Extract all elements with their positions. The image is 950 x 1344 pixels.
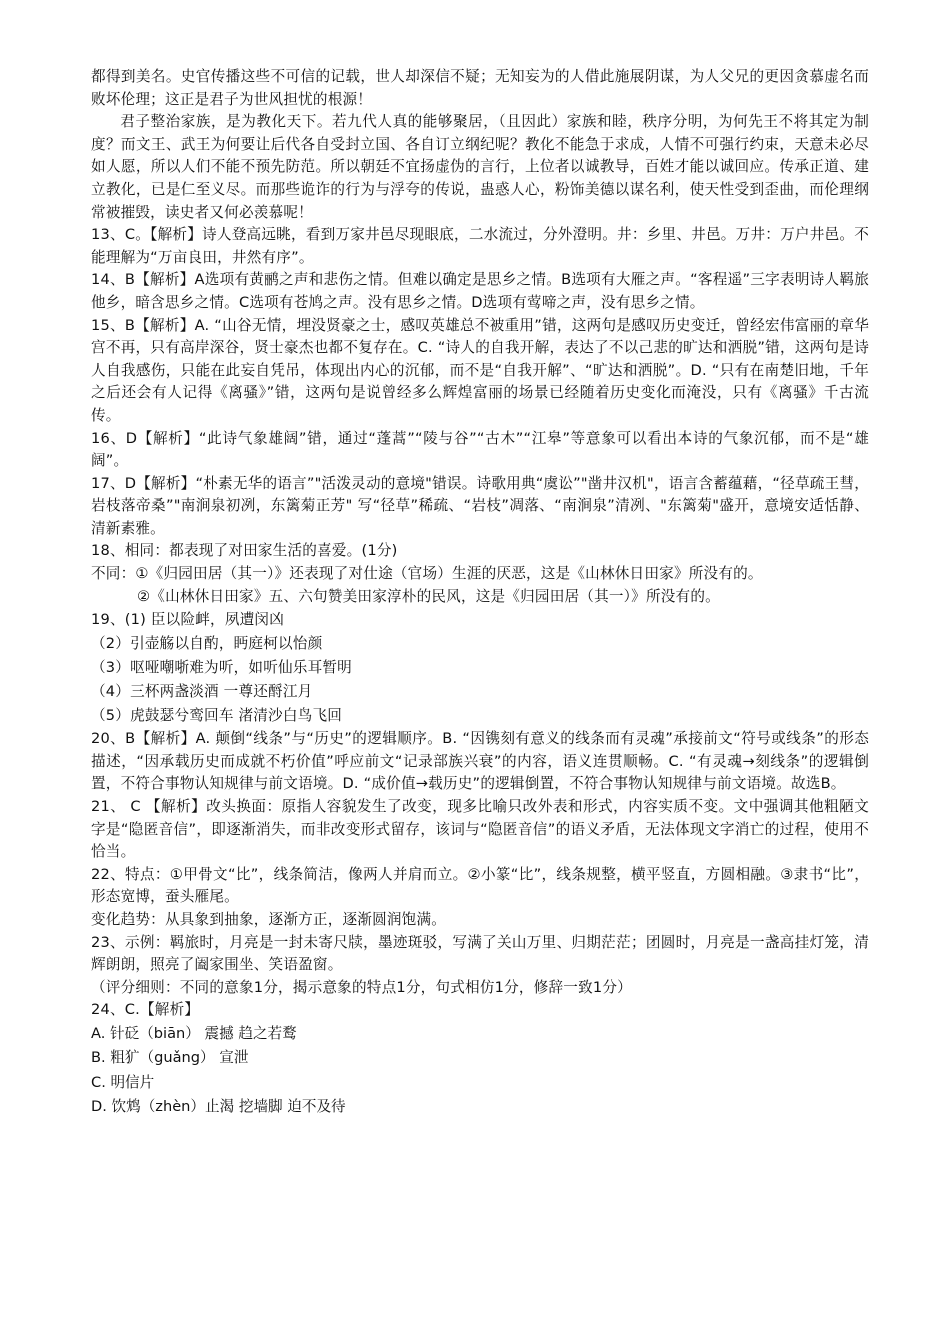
answer-24-option-d: D. 饮鸩（zhèn）止渴 挖墙脚 迫不及待 (91, 1098, 346, 1116)
answer-17: 17、D【解析】“朴素无华的语言”"活泼灵动的意境"错误。诗歌用典“虞讼”"凿井汉机"，语言含蓄蕴藉，“径草疏王彗，岩枝落帝桑”"南涧泉初冽，东篱菊正芳" 写“径草”稀疏、“岩枝”凋落、“南涧泉”清冽、"东篱菊"盛开，意境安适恬静、清新素雅。 (91, 474, 869, 537)
paragraph-1: 都得到美名。史官传播这些不可信的记载，世人却深信不疑；无知妄为的人借此施展阴谋，为人父兄的更因贪慕虚名而败坏伦理；这正是君子为世风担忧的根源！ (91, 68, 869, 108)
answer-15: 15、B【解析】A. “山谷无情，埋没贤豪之士，感叹英雄总不被重用”错，这两句是感叹历史变迁，曾经宏伟富丽的章华宫不再，只有高岸深谷，贤士豪杰也都不复存在。C. “诗人的自我开解，表达了不以己悲的旷达和洒脱”错，这两句是诗人自我感伤，只能在此妄自凭吊，体现出内心的沉郁，而不是“自我开解”、“旷达和洒脱”。D. “只有在南楚旧地，千年之后还会有人记得《离骚》”错，这两句是说曾经多么辉煌富丽的场景已经随着历史变化而淹没，只有《离骚》千古流传。 (91, 316, 869, 424)
answer-24-option-b: B. 粗犷（guǎng） 宣泄 (91, 1049, 249, 1067)
answer-22-trend: 变化趋势：从具象到抽象，逐渐方正，逐渐圆润饱满。 (91, 911, 447, 928)
answer-13: 13、C。【解析】诗人登高远眺，看到万家井邑尽现眼底，二水流过，分外澄明。井：乡里、井邑。万井：万户井邑。不能理解为“万亩良田，井然有序”。 (91, 226, 869, 266)
answer-18-diff-2: ②《山林休日田家》五、六句赞美田家淳朴的民风，这是《归园田居（其一）》所没有的。 (137, 587, 720, 605)
answer-18-diff-1: 不同：①《归园田居（其一）》还表现了对仕途（官场）生涯的厌恶，这是《山林休日田家》所没有的。 (91, 565, 763, 583)
answer-23-scoring: （评分细则：不同的意象1分，揭示意象的特点1分，句式相仿1分，修辞一致1分） (91, 978, 632, 996)
answer-19-5: （5）虎鼓瑟兮鸾回车 渚清沙白鸟飞回 (91, 707, 343, 725)
answer-21: 21、 C 【解析】改头换面：原指人容貌发生了改变，现多比喻只改外表和形式，内容实质不变。文中强调其他粗陋文字是“隐匿音信”，即逐渐消失，而非改变形式留存，该词与“隐匿音信”的语义矛盾，无法体现文字消亡的过程，使用不恰当。 (91, 798, 869, 861)
answer-24-option-a: A. 针砭（biān） 震撼 趋之若鹜 (91, 1024, 297, 1042)
answer-20: 20、B【解析】A. 颠倒“线条”与“历史”的逻辑顺序。B. “因镌刻有意义的线条而有灵魂”承接前文“符号或线条”的形态描述，“因承载历史而成就不朽价值”呼应前文“记录部族兴衰”的内容，语义连贯顺畅。C. “有灵魂→刻线条”的逻辑倒置，不符合事物认知规律与前文语境。D. “成价值→载历史”的逻辑倒置，不符合事物认知规律与前文语境。故选B。 (91, 730, 869, 793)
answer-18-same: 18、相同：都表现了对田家生活的喜爱。(1分) (91, 542, 398, 560)
document-page (91, 66, 869, 1120)
answer-19-3: （3）呕哑嘲哳难为听，如听仙乐耳暂明 (91, 659, 352, 677)
answer-16: 16、D【解析】“此诗气象雄阔”错，通过“蓬蒿”“陵与谷”“古木”“江皋”等意象可以看出本诗的气象沉郁，而不是“雄阔”。 (91, 429, 869, 470)
answer-23: 23、示例：羁旅时，月亮是一封未寄尺牍，墨迹斑驳，写满了关山万里、归期茫茫；团圆时，月亮是一盏高挂灯笼，清辉朗朗，照亮了阖家围坐、笑语盈窗。 (91, 933, 869, 974)
answer-22-features: 22、特点：①甲骨文“比”，线条简洁，像两人并肩而立。②小篆“比”，线条规整，横平竖直，方圆相融。③隶书“比”，形态宽博，蚕头雁尾。 (91, 865, 869, 906)
answer-14: 14、B【解析】A选项有黄鹂之声和悲伤之情。但难以确定是思乡之情。B选项有大雁之声。“客程遥”三字表明诗人羁旅他乡，暗含思乡之情。C选项有苍鸠之声。没有思乡之情。D选项有莺啼之声，没有思乡之情。 (91, 271, 869, 311)
answer-19-4: （4）三杯两盏淡酒 一尊还酹江月 (91, 683, 313, 701)
paragraph-2: 君子整治家族，是为教化天下。若九代人真的能够聚居，（且因此）家族和睦，秩序分明，为何先王不将其定为制度？而文王、武王为何要让后代各自受封立国、各自订立纲纪呢？教化不能急于求成，人情不可强行约束，天意未必尽如人愿，所以人们不能不预先防范。所以朝廷不宜扬虚伪的言行，上位者以诚教导，百姓才能以诚回应。传承正道、建立教化，已是仁至义尽。而那些诡诈的行为与浮夸的传说，蛊惑人心，粉饰美德以谋名利，使天性受到歪曲，而伦理纲常被摧毁，读史者又何必羡慕呢！ (91, 113, 869, 221)
answer-19-2: （2）引壶觞以自酌，眄庭柯以怡颜 (91, 635, 323, 653)
answer-24-option-c: C. 明信片 (91, 1073, 155, 1091)
answer-19-1: 19、(1) 臣以险衅，夙遭闵凶 (91, 611, 285, 629)
answer-24-header: 24、C.【解析】 (91, 1001, 200, 1019)
